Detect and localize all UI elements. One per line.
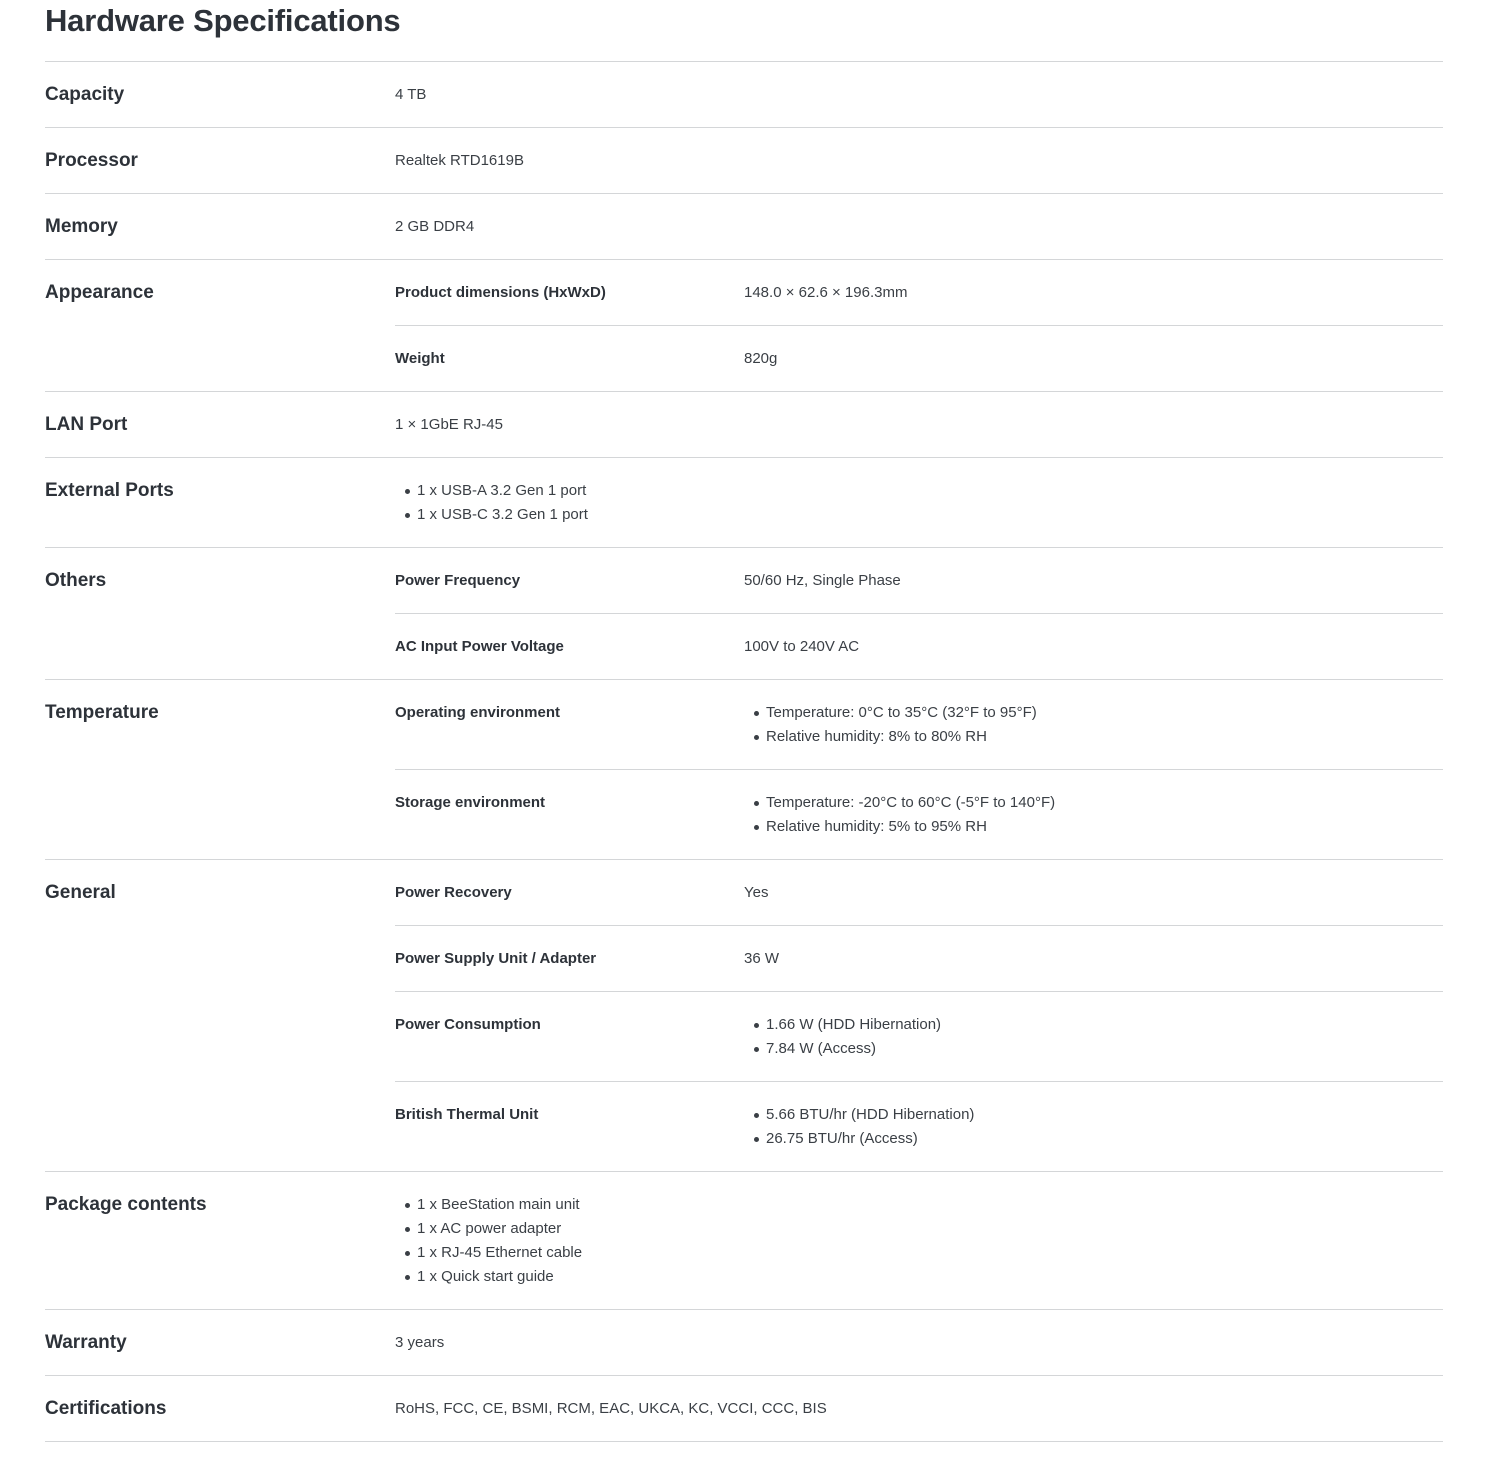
list-item: 1 x USB-A 3.2 Gen 1 port: [395, 479, 1443, 503]
spec-label: Warranty: [45, 1332, 127, 1353]
sub-value: 36 W: [744, 950, 780, 967]
list-item: 5.66 BTU/hr (HDD Hibernation): [744, 1103, 1443, 1127]
list-item: 1 x AC power adapter: [395, 1217, 1443, 1241]
sub-label: Power Consumption: [395, 1016, 541, 1033]
spec-row-others: [45, 548, 1443, 680]
spec-label: General: [45, 882, 116, 903]
sub-row-storage-environment: [395, 770, 1443, 859]
spec-label: Certifications: [45, 1398, 167, 1419]
sub-label: Power Supply Unit / Adapter: [395, 950, 597, 967]
list-item: 26.75 BTU/hr (Access): [744, 1127, 1443, 1151]
bullet-list: [744, 791, 1443, 839]
list-item: 7.84 W (Access): [744, 1037, 1443, 1061]
spec-row-general: [45, 860, 1443, 1172]
list-item: 1 x BeeStation main unit: [395, 1193, 1443, 1217]
spec-subtable: [395, 548, 1443, 679]
spec-subtable: [395, 860, 1443, 1171]
sub-label: Power Recovery: [395, 884, 512, 901]
bullet-list: [744, 1013, 1443, 1061]
spec-value: 3 years: [395, 1334, 445, 1351]
sub-value: 50/60 Hz, Single Phase: [744, 572, 901, 589]
spec-value: 1 × 1GbE RJ-45: [395, 416, 503, 433]
list-item: Relative humidity: 8% to 80% RH: [744, 725, 1443, 749]
spec-label: Temperature: [45, 702, 159, 723]
sub-row-power-recovery: [395, 860, 1443, 926]
list-item: Temperature: 0°C to 35°C (32°F to 95°F): [744, 701, 1443, 725]
sub-row-power-supply: [395, 926, 1443, 992]
sub-value: [744, 770, 1443, 859]
spec-label: Capacity: [45, 84, 125, 105]
sub-label: British Thermal Unit: [395, 1106, 539, 1123]
page-title: Hardware Specifications: [45, 0, 1443, 62]
sub-label: Storage environment: [395, 794, 546, 811]
spec-row-appearance: [45, 260, 1443, 392]
bullet-list: [744, 1103, 1443, 1151]
spec-label: LAN Port: [45, 414, 128, 435]
spec-subtable: [395, 680, 1443, 859]
sub-label: AC Input Power Voltage: [395, 638, 564, 655]
sub-row-ac-input-voltage: [395, 614, 1443, 679]
spec-page: [45, 0, 1443, 1442]
spec-value: [395, 458, 1443, 547]
sub-label: Operating environment: [395, 704, 561, 721]
list-item: 1 x RJ-45 Ethernet cable: [395, 1241, 1443, 1265]
spec-value: [395, 1172, 1443, 1309]
sub-label: Product dimensions (HxWxD): [395, 284, 606, 301]
sub-row-power-consumption: [395, 992, 1443, 1082]
spec-row-lan-port: [45, 392, 1443, 458]
spec-row-processor: [45, 128, 1443, 194]
sub-value: [744, 992, 1443, 1081]
spec-row-external-ports: [45, 458, 1443, 548]
list-item: 1 x USB-C 3.2 Gen 1 port: [395, 503, 1443, 527]
spec-label: Others: [45, 570, 107, 591]
sub-value: 148.0 × 62.6 × 196.3mm: [744, 284, 908, 301]
spec-row-warranty: [45, 1310, 1443, 1376]
spec-label: Appearance: [45, 282, 154, 303]
sub-label: Weight: [395, 350, 445, 367]
sub-row-british-thermal-unit: [395, 1082, 1443, 1171]
sub-row-weight: [395, 326, 1443, 391]
spec-row-package-contents: [45, 1172, 1443, 1310]
sub-label: Power Frequency: [395, 572, 521, 589]
sub-row-operating-environment: [395, 680, 1443, 770]
spec-row-capacity: [45, 62, 1443, 128]
spec-value: RoHS, FCC, CE, BSMI, RCM, EAC, UKCA, KC, VCCI, CCC, BIS: [395, 1400, 827, 1417]
spec-label: External Ports: [45, 480, 174, 501]
sub-value: 820g: [744, 350, 778, 367]
spec-label: Package contents: [45, 1194, 207, 1215]
list-item: Relative humidity: 5% to 95% RH: [744, 815, 1443, 839]
list-item: 1.66 W (HDD Hibernation): [744, 1013, 1443, 1037]
spec-value: 2 GB DDR4: [395, 218, 475, 235]
list-item: Temperature: -20°C to 60°C (-5°F to 140°F): [744, 791, 1443, 815]
spec-row-certifications: [45, 1376, 1443, 1442]
list-item: 1 x Quick start guide: [395, 1265, 1443, 1289]
sub-value: 100V to 240V AC: [744, 638, 860, 655]
bullet-list: [395, 1193, 1443, 1289]
spec-value: Realtek RTD1619B: [395, 152, 524, 169]
sub-value: Yes: [744, 884, 769, 901]
spec-label: Processor: [45, 150, 138, 171]
bullet-list: [395, 479, 1443, 527]
sub-value: [744, 680, 1443, 769]
spec-subtable: [395, 260, 1443, 391]
sub-row-dimensions: [395, 260, 1443, 326]
bullet-list: [744, 701, 1443, 749]
spec-value: 4 TB: [395, 86, 427, 103]
spec-row-memory: [45, 194, 1443, 260]
sub-row-power-frequency: [395, 548, 1443, 614]
sub-value: [744, 1082, 1443, 1171]
spec-row-temperature: [45, 680, 1443, 860]
spec-label: Memory: [45, 216, 118, 237]
